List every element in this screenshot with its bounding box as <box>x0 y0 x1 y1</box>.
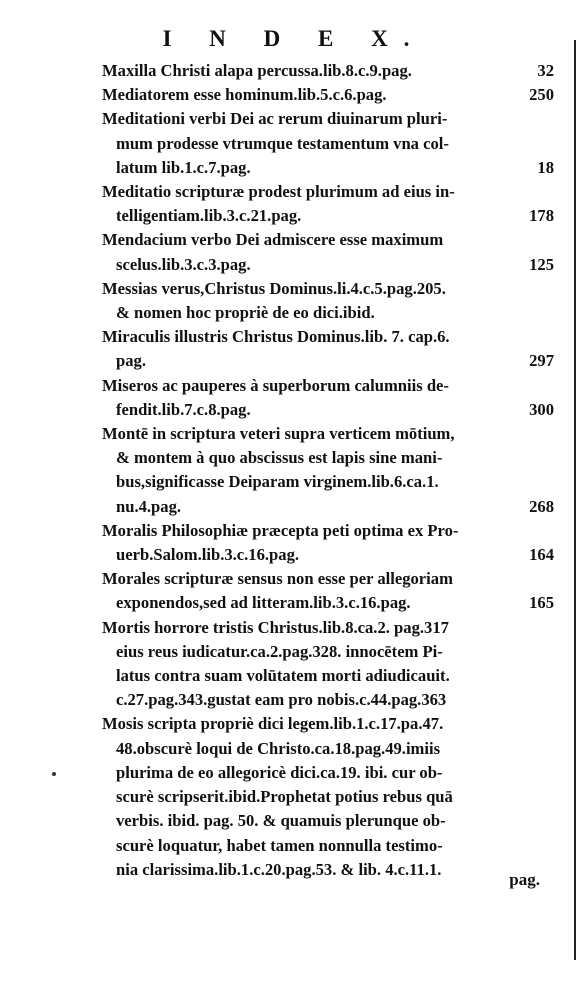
entry-line <box>102 204 554 228</box>
entry-line <box>102 470 554 494</box>
index-entry <box>102 519 554 567</box>
ink-speck <box>52 772 56 776</box>
page-number: 18 <box>537 157 554 177</box>
entry-text: exponendos,sed ad litteram.lib.3.c.16.pag. <box>116 593 411 613</box>
index-entry <box>102 567 554 615</box>
catchword: pag. <box>509 870 540 889</box>
entry-text: scurè loquatur, habet tamen nonnulla testimo- <box>116 835 443 855</box>
entry-text: pag. <box>116 351 146 371</box>
entry-line <box>102 616 554 640</box>
index-entry <box>102 277 554 325</box>
entry-line <box>102 567 554 591</box>
entry-line <box>102 712 554 736</box>
entry-text: Maxilla Christi alapa percussa.lib.8.c.9.pag. <box>102 61 412 80</box>
entry-text: latus contra suam volūtatem morti adiudicauit. <box>116 666 450 686</box>
entry-text: 48.obscurè loqui de Christo.ca.18.pag.49.imiis <box>116 738 441 758</box>
entry-line <box>102 688 554 712</box>
page-number: 125 <box>529 254 554 274</box>
entry-line <box>102 737 554 761</box>
entry-text: Montē in scriptura veteri supra verticem mōtium, <box>102 424 455 444</box>
entry-text: Miseros ac pauperes à superborum calumniis de- <box>102 375 449 395</box>
entry-text: latum lib.1.c.7.pag. <box>116 157 251 177</box>
index-entry <box>102 180 554 228</box>
entry-text: fendit.lib.7.c.8.pag. <box>116 399 251 419</box>
entry-line <box>102 325 554 349</box>
entry-line <box>102 809 554 833</box>
entry-text: Mediatorem esse hominum.lib.5.c.6.pag. <box>102 85 387 105</box>
entry-text: scurè scripserit.ibid.Prophetat potius rebus quā <box>116 787 453 807</box>
entry-line <box>102 591 554 615</box>
entry-line <box>102 83 554 107</box>
entry-text: Messias verus,Christus Dominus.li.4.c.5.pag.205. <box>102 278 446 298</box>
entry-text: & montem à quo abscissus est lapis sine mani- <box>116 448 443 468</box>
entry-text: Mosis scripta propriè dici legem.lib.1.c.17.pa.47. <box>102 714 444 734</box>
entry-text: scelus.lib.3.c.3.pag. <box>116 254 251 274</box>
entry-line <box>102 858 554 882</box>
entry-text: uerb.Salom.lib.3.c.16.pag. <box>116 545 300 565</box>
page-number: 300 <box>529 399 554 419</box>
entry-line <box>102 543 554 567</box>
index-entry <box>102 107 554 180</box>
index-entry <box>102 83 554 107</box>
entry-line <box>102 301 554 325</box>
entry-line <box>102 398 554 422</box>
entry-text: plurima de eo allegoricè dici.ca.19. ibi. cur ob- <box>116 762 443 782</box>
entry-line <box>102 834 554 858</box>
entry-line <box>102 277 554 301</box>
entry-text: Miraculis illustris Christus Dominus.lib. 7. cap.6. <box>102 327 450 347</box>
entry-text: & nomen hoc propriè de eo dici.ibid. <box>116 303 375 323</box>
entry-line <box>102 180 554 204</box>
page-number: 297 <box>529 351 554 371</box>
entry-line <box>102 349 554 373</box>
index-entry <box>102 374 554 422</box>
index-entry <box>102 228 554 276</box>
page-edge-rule <box>574 40 576 960</box>
entry-line <box>102 374 554 398</box>
entry-line <box>102 519 554 543</box>
page-number: 32 <box>537 61 554 80</box>
page-number: 250 <box>529 85 554 105</box>
entry-text: verbis. ibid. pag. 50. & quamuis plerunque ob- <box>116 811 446 831</box>
entry-text: bus,significasse Deiparam virginem.lib.6.ca.1. <box>116 472 439 492</box>
entry-text: Morales scripturæ sensus non esse per allegoriam <box>102 569 453 589</box>
entry-line <box>102 664 554 688</box>
page-number: 164 <box>529 545 554 565</box>
entry-text: c.27.pag.343.gustat eam pro nobis.c.44.pag.363 <box>116 690 447 710</box>
entry-text: nia clarissima.lib.1.c.20.pag.53. & lib. 4.c.11.1. <box>116 859 442 879</box>
entry-line <box>102 107 554 131</box>
entry-line <box>102 761 554 785</box>
entry-line <box>102 132 554 156</box>
index-entry <box>102 712 554 881</box>
entry-text: nu.4.pag. <box>116 496 182 516</box>
entry-line <box>102 422 554 446</box>
entry-text: telligentiam.lib.3.c.21.pag. <box>116 206 302 226</box>
index-entry <box>102 59 554 83</box>
entry-line <box>102 785 554 809</box>
page-number: 165 <box>529 593 554 613</box>
page-number: 268 <box>529 496 554 516</box>
entry-text: Meditatio scripturæ prodest plurimum ad eius in- <box>102 182 455 202</box>
index-list <box>102 59 554 882</box>
entry-line <box>102 495 554 519</box>
index-entry <box>102 422 554 519</box>
entry-text: Moralis Philosophiæ præcepta peti optima ex Pro- <box>102 520 459 540</box>
entry-text: mum prodesse vtrumque testamentum vna col- <box>116 133 449 153</box>
page-number: 178 <box>529 206 554 226</box>
entry-line <box>102 228 554 252</box>
entry-line <box>102 156 554 180</box>
entry-text: Mortis horrore tristis Christus.lib.8.ca.2. pag.317 <box>102 617 449 637</box>
index-entry <box>102 325 554 373</box>
index-entry <box>102 616 554 713</box>
entry-text: Mendacium verbo Dei admiscere esse maximum <box>102 230 444 250</box>
entry-line <box>102 640 554 664</box>
entry-line <box>102 446 554 470</box>
entry-line <box>102 59 554 83</box>
entry-line <box>102 253 554 277</box>
page-header: I N D E X. <box>162 26 426 51</box>
entry-text: eius reus iudicatur.ca.2.pag.328. innocētem Pi- <box>116 641 443 661</box>
entry-text: Meditationi verbi Dei ac rerum diuinarum pluri- <box>102 109 448 129</box>
